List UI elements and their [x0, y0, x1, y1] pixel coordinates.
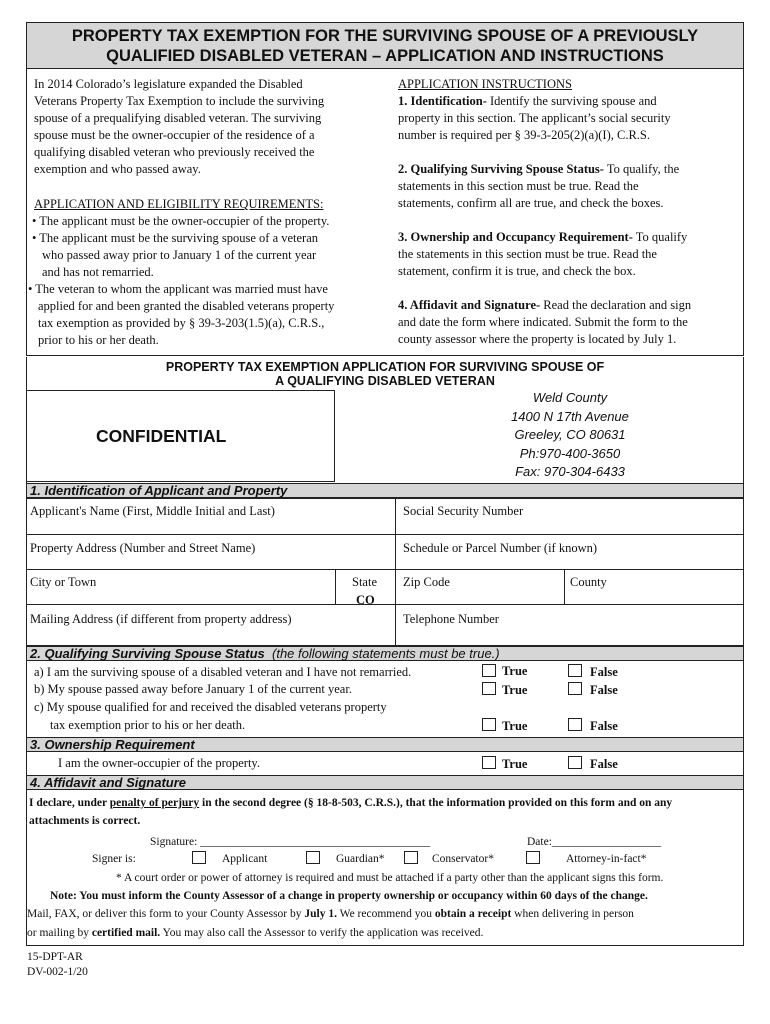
county-name: Weld County	[532, 390, 608, 405]
form-code-1: 15-DPT-AR	[27, 951, 83, 963]
applicant-name-label: Applicant's Name (First, Middle Initial and Last)	[30, 504, 275, 518]
perjury-declaration: I declare, under penalty of perjury in the second degree (§ 18-8-503, C.R.S.), that the information provided on this form and on any attachments is correct.	[29, 797, 673, 827]
false-label: False	[590, 757, 618, 771]
ssn-field[interactable]	[395, 498, 744, 535]
instruction-step-3: 3. Ownership and Occupancy Requirement- To qualify	[398, 230, 688, 244]
eligibility-line: • The applicant must be the owner-occupier of the property.	[32, 214, 330, 228]
application-title	[26, 360, 744, 388]
property-address-field[interactable]	[26, 534, 396, 570]
statement-a-false-checkbox[interactable]	[568, 664, 582, 677]
intro-line: qualifying disabled veteran who previously received the	[34, 145, 315, 159]
signer-applicant-label: Applicant	[222, 853, 268, 865]
applicant-name-field[interactable]	[26, 498, 396, 535]
instruction-line: property in this section. The applicant’s social security	[398, 111, 671, 125]
false-label: False	[590, 719, 618, 733]
section4-heading: 4. Affidavit and Signature	[26, 775, 744, 790]
eligibility-line: • The applicant must be the surviving spouse of a veteran	[32, 231, 319, 245]
county-field[interactable]	[564, 569, 744, 605]
city-field[interactable]	[26, 569, 336, 605]
signer-guardian-checkbox[interactable]	[306, 851, 320, 864]
form-title-bar	[26, 22, 744, 69]
false-label: False	[590, 683, 618, 697]
eligibility-line: tax exemption as provided by § 39-3-203(1.5)(a), C.R.S.,	[38, 316, 325, 330]
state-field	[335, 569, 396, 605]
intro-paragraph	[34, 76, 384, 178]
schedule-number-field[interactable]	[395, 534, 744, 570]
schedule-number-label: Schedule or Parcel Number (if known)	[403, 541, 598, 555]
true-label: True	[502, 683, 528, 697]
confidential-label: CONFIDENTIAL	[96, 426, 227, 446]
court-order-footnote: * A court order or power of attorney is required and must be attached if a party other than the applicant signs this form.	[116, 872, 664, 884]
statement-c-line1: c) My spouse qualified for and received the disabled veterans property	[34, 700, 387, 714]
form-title-line1: PROPERTY TAX EXEMPTION FOR THE SURVIVING SPOUSE OF A PREVIOUSLY	[71, 27, 699, 45]
state-label: State	[352, 575, 377, 589]
instruction-line: the statements in this section must be true. Read the	[398, 247, 657, 261]
intro-line: In 2014 Colorado’s legislature expanded the Disabled	[34, 77, 303, 91]
eligibility-line: prior to his or her death.	[38, 333, 159, 347]
signer-applicant-checkbox[interactable]	[192, 851, 206, 864]
section3-heading: 3. Ownership Requirement	[26, 737, 744, 752]
instructions-heading: APPLICATION INSTRUCTIONS	[398, 77, 572, 91]
form-title-line2: QUALIFIED DISABLED VETERAN – APPLICATION AND INSTRUCTIONS	[106, 47, 664, 65]
mailing-address-field[interactable]	[26, 604, 396, 646]
state-value: CO	[356, 593, 375, 607]
ownership-change-note: Note: You must inform the County Assessor of a change in property ownership or occupancy within 60 days of the change.	[50, 890, 648, 902]
instruction-line: number is required per § 39-3-205(2)(a)(I), C.R.S.	[398, 128, 651, 142]
telephone-field[interactable]	[395, 604, 744, 646]
true-label: True	[502, 757, 528, 771]
ssn-label: Social Security Number	[403, 504, 524, 518]
instruction-step-4: 4. Affidavit and Signature- Read the declaration and sign	[398, 298, 692, 312]
false-label: False	[590, 665, 618, 679]
eligibility-requirements	[28, 196, 384, 349]
mailing-instructions-line1: Mail, FAX, or deliver this form to your County Assessor by July 1. We recommend you obtain a receipt when delivering in person	[27, 908, 634, 920]
date-line[interactable]: Date:___________________	[527, 836, 662, 848]
statement-c-true-checkbox[interactable]	[482, 718, 496, 731]
section2-heading: 2. Qualifying Surviving Spouse Status (the following statements must be true.)	[26, 646, 744, 661]
county-assessor-address	[470, 389, 670, 482]
intro-line: Veterans Property Tax Exemption to include the surviving	[34, 94, 325, 108]
form-code-2: DV-002-1/20	[27, 966, 88, 978]
application-title-line1: PROPERTY TAX EXEMPTION APPLICATION FOR SURVIVING SPOUSE OF	[165, 360, 605, 374]
application-title-line2: A QUALIFYING DISABLED VETERAN	[275, 374, 495, 388]
ownership-false-checkbox[interactable]	[568, 756, 582, 769]
statement-c-line2: tax exemption prior to his or her death.	[50, 718, 246, 732]
instruction-line: statement, confirm it is true, and check the box.	[398, 264, 636, 278]
signer-is-label: Signer is:	[92, 853, 136, 865]
form-codes	[27, 950, 88, 980]
statement-b-true-checkbox[interactable]	[482, 682, 496, 695]
statement-a: a) I am the surviving spouse of a disabled veteran and I have not remarried.	[34, 665, 412, 679]
intro-line: spouse of a prequalifying disabled veteran. The surviving	[34, 111, 322, 125]
telephone-label: Telephone Number	[403, 612, 499, 626]
zip-code-label: Zip Code	[403, 575, 450, 589]
instruction-step-1: 1. Identification- Identify the surviving spouse and	[398, 94, 657, 108]
intro-line: exemption and who passed away.	[34, 162, 201, 176]
statement-b: b) My spouse passed away before January 1 of the current year.	[34, 682, 352, 696]
signer-guardian-label: Guardian*	[336, 853, 385, 865]
true-label: True	[502, 664, 528, 678]
county-label: County	[570, 575, 607, 589]
application-instructions	[398, 76, 740, 348]
eligibility-line: applied for and been granted the disabled veterans property	[38, 299, 335, 313]
eligibility-heading: APPLICATION AND ELIGIBILITY REQUIREMENTS:	[34, 197, 324, 211]
section1-heading: 1. Identification of Applicant and Property	[26, 483, 744, 498]
true-label: True	[502, 719, 528, 733]
city-label: City or Town	[30, 575, 97, 589]
signer-attorney-checkbox[interactable]	[526, 851, 540, 864]
signature-line[interactable]: Signature: ________________________________________	[150, 836, 431, 848]
county-street: 1400 N 17th Avenue	[511, 408, 629, 424]
eligibility-line: who passed away prior to January 1 of the current year	[42, 248, 317, 262]
ownership-statement: I am the owner-occupier of the property.	[58, 756, 260, 770]
statement-c-false-checkbox[interactable]	[568, 718, 582, 731]
county-fax: Fax: 970-304-6433	[515, 464, 625, 479]
instruction-line: statements, confirm all are true, and check the boxes.	[398, 196, 664, 210]
signer-attorney-label: Attorney-in-fact*	[566, 853, 647, 865]
instruction-line: statements in this section must be true. Read the	[398, 179, 639, 193]
intro-line: spouse must be the owner-occupier of the residence of a	[34, 128, 315, 142]
mailing-address-label: Mailing Address (if different from property address)	[30, 612, 292, 626]
mailing-instructions-line2: or mailing by certified mail. You may also call the Assessor to verify the application was received.	[27, 927, 484, 939]
property-address-label: Property Address (Number and Street Name)	[30, 541, 256, 555]
signer-conservator-checkbox[interactable]	[404, 851, 418, 864]
statement-a-true-checkbox[interactable]	[482, 664, 496, 677]
instruction-step-2: 2. Qualifying Surviving Spouse Status- To qualify, the	[398, 162, 680, 176]
county-city: Greeley, CO 80631	[514, 427, 626, 442]
signer-conservator-label: Conservator*	[432, 853, 494, 865]
eligibility-line: • The veteran to whom the applicant was married must have	[28, 282, 328, 296]
ownership-true-checkbox[interactable]	[482, 756, 496, 769]
statement-b-false-checkbox[interactable]	[568, 682, 582, 695]
county-phone: Ph:970-400-3650	[519, 445, 621, 461]
zip-code-field[interactable]	[395, 569, 565, 605]
eligibility-line: and has not remarried.	[42, 265, 154, 279]
instruction-line: and date the form where indicated. Submit the form to the	[398, 315, 688, 329]
instruction-line: county assessor where the property is located by July 1.	[398, 332, 677, 346]
